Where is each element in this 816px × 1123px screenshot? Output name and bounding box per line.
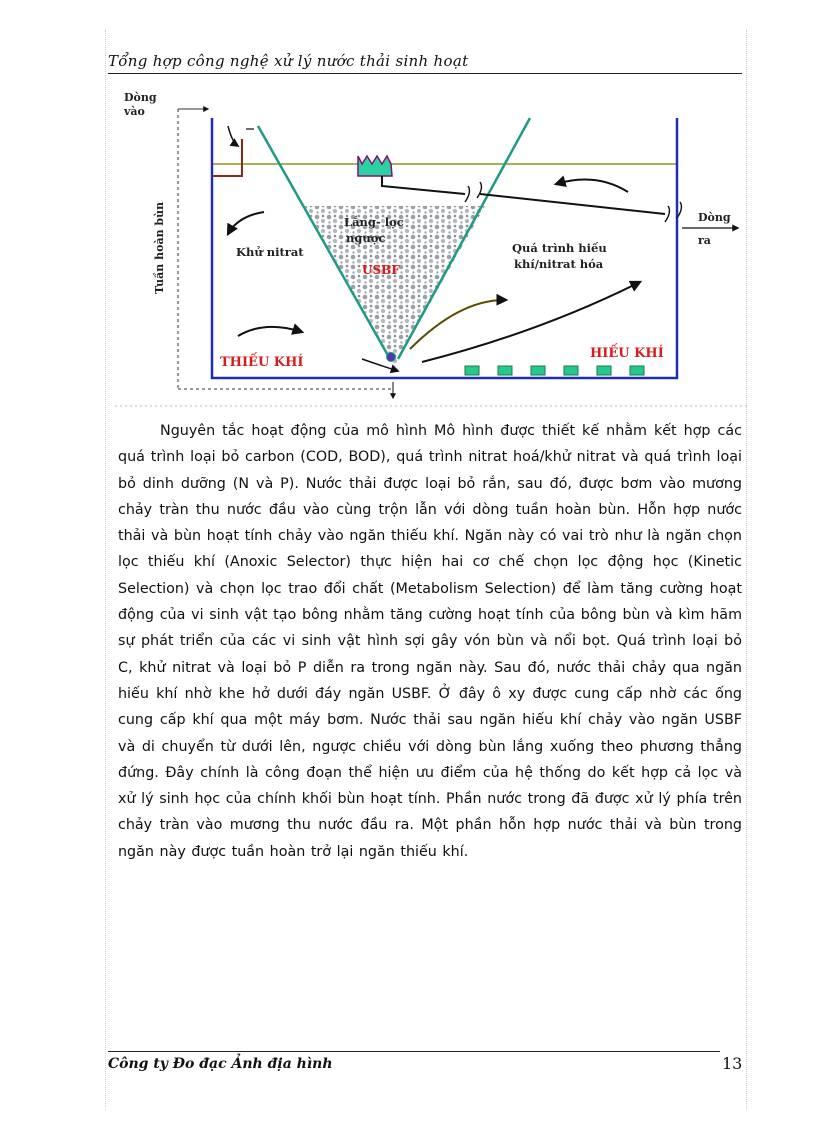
diffuser	[465, 366, 479, 375]
footer-company: Công ty Đo đạc Ảnh địa hình	[108, 1056, 333, 1072]
settling-label: ngược	[346, 231, 386, 245]
usbf-label: USBF	[362, 263, 400, 277]
outflow-label: Dòng	[698, 211, 731, 224]
sludge-bed	[305, 206, 485, 366]
denitrification-label: Khử nitrat	[236, 245, 304, 259]
diffuser	[564, 366, 578, 375]
diffuser	[498, 366, 512, 375]
outflow-label: ra	[698, 234, 711, 247]
effluent-collector	[358, 156, 392, 176]
flow-arrow	[228, 212, 264, 234]
effluent-pipe-2	[480, 194, 665, 214]
header-rule	[108, 73, 742, 74]
inflow-label: Dòng	[124, 91, 157, 104]
aerobic-process-label: Quá trình hiếu	[512, 241, 607, 255]
inflow-curve-arrow	[228, 126, 238, 146]
recycle-label: Tuần hoàn bùn	[153, 201, 166, 294]
pipe-break-2	[665, 202, 681, 222]
aerobic-zone-label: HIẾU KHÍ	[590, 346, 664, 361]
inflow-trough	[212, 139, 242, 176]
diffuser	[597, 366, 611, 375]
body-paragraph: Nguyên tắc hoạt động của mô hình Mô hình được thiết kế nhằm kết hợp các quá trình loại bỏ carbon (COD, BOD), quá trình nitrat hoá/khử nitrat và quá trình loại bỏ dinh dưỡng (N và P). Nước thải được loại bỏ rắn, sau đó, được bơm vào mương chảy tràn thu nước đầu vào cùng trộn lẫn với dòng tuần hoàn bùn. Hỗn hợp nước thải và bùn hoạt tính chảy vào ngăn thiếu khí. Ngăn này có vai trò như là ngăn chọn lọc thiếu khí (Anoxic Selector) thực hiện hai cơ chế chọn lọc động học (Kinetic Selection) và chọn lọc trao đổi chất (Metabolism Selection) để làm tăng cường hoạt động của vi sinh vật tạo bông nhằm tăng cường hoạt tính của bông bùn và kìm hãm sự phát triển của các vi sinh vật hình sợi gây vón bùn và nổi bọt. Quá trình loại bỏ C, khử nitrat và loại bỏ P diễn ra trong ngăn này. Sau đó, nước thải chảy qua ngăn hiếu khí nhờ khe hở dưới đáy ngăn USBF. Ở đây ô xy được cung cấp nhờ các ống cung cấp khí qua một máy bơm. Nước thải sau ngăn hiếu khí chảy vào ngăn USBF và di chuyển từ dưới lên, ngược chiều với dòng bùn lắng xuống theo phương thẳng đứng. Đây chính là công đoạn thể hiện ưu điểm của hệ thống do kết hợp cả lọc và xử lý sinh học của chính khối bùn hoạt tính. Phần nước trong đã được xử lý phía trên chảy tràn vào mương thu nước đầu ra. Một phần hỗn hợp nước thải và bùn trong ngăn này được tuần hoàn trở lại ngăn thiếu khí.	[118, 423, 742, 860]
page-header: Tổng hợp công nghệ xử lý nước thải sinh hoạt	[108, 52, 469, 70]
pipe-break-1	[465, 182, 481, 202]
inflow-label: vào	[124, 105, 145, 118]
effluent-pipe-1	[382, 176, 465, 194]
diffuser	[630, 366, 644, 375]
usbf-diagram	[110, 84, 755, 414]
settling-label: Lắng- lọc	[344, 215, 404, 229]
flow-arrow	[556, 180, 628, 193]
pump-node	[387, 353, 396, 362]
page-number: 13	[722, 1054, 743, 1073]
footer-rule	[108, 1051, 720, 1052]
aerobic-process-label: khí/nitrat hóa	[514, 257, 604, 271]
anoxic-zone-label: THIẾU KHÍ	[220, 355, 304, 370]
diffuser	[531, 366, 545, 375]
flow-arrow	[238, 327, 302, 336]
body-paragraph-container	[118, 418, 742, 865]
